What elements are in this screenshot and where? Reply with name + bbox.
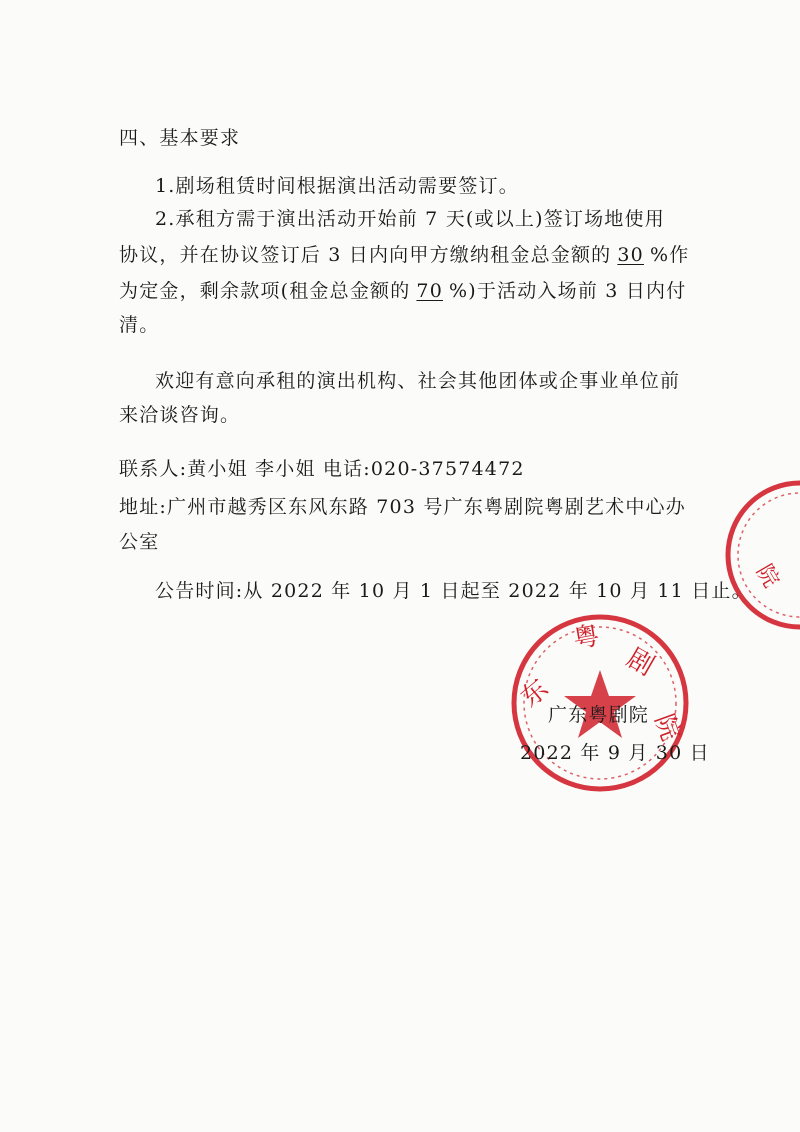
- section-heading: 四、基本要求: [119, 127, 241, 149]
- requirement-item-2-line-1: 2.承租方需于演出活动开始前 7 天(或以上)签订场地使用: [155, 208, 665, 230]
- text: 协议，并在协议签订后 3 日内向甲方缴纳租金总金额的: [119, 244, 612, 266]
- signature-date: 2022 年 9 月 30 日: [520, 742, 710, 764]
- requirement-item-2-line-2: [119, 243, 689, 267]
- notice-period: 公告时间:从 2022 年 10 月 1 日起至 2022 年 10 月 11 日止。: [155, 580, 752, 602]
- text: 为定金，剩余款项(租金总金额的: [119, 280, 411, 302]
- requirement-item-1: 1.剧场租赁时间根据演出活动需要签订。: [155, 175, 519, 197]
- partial-seal: [720, 475, 800, 635]
- svg-text:东: 东: [515, 673, 555, 714]
- address-line-1: 地址:广州市越秀区东风东路 703 号广东粤剧院粤剧艺术中心办: [119, 496, 686, 518]
- contact-info: 联系人:黄小姐 李小姐 电话:020-37574472: [119, 458, 525, 480]
- requirement-item-2-line-4: 清。: [119, 314, 160, 336]
- svg-text:粤: 粤: [571, 620, 602, 655]
- address-line-2: 公室: [119, 531, 160, 553]
- signature-org: 广东粤剧院: [548, 704, 650, 726]
- requirement-item-2-line-3: [119, 279, 686, 303]
- welcome-line-1: 欢迎有意向承租的演出机构、社会其他团体或企事业单位前: [155, 370, 681, 392]
- welcome-line-2: 来洽谈咨询。: [119, 404, 241, 426]
- svg-text:剧: 剧: [621, 643, 660, 683]
- deposit-percent: 30: [617, 244, 644, 266]
- text: %作: [649, 244, 690, 266]
- svg-text:院: 院: [750, 560, 784, 593]
- balance-percent: 70: [416, 280, 443, 302]
- svg-text:院: 院: [648, 710, 686, 745]
- text: %)于活动入场前 3 日内付: [449, 280, 687, 302]
